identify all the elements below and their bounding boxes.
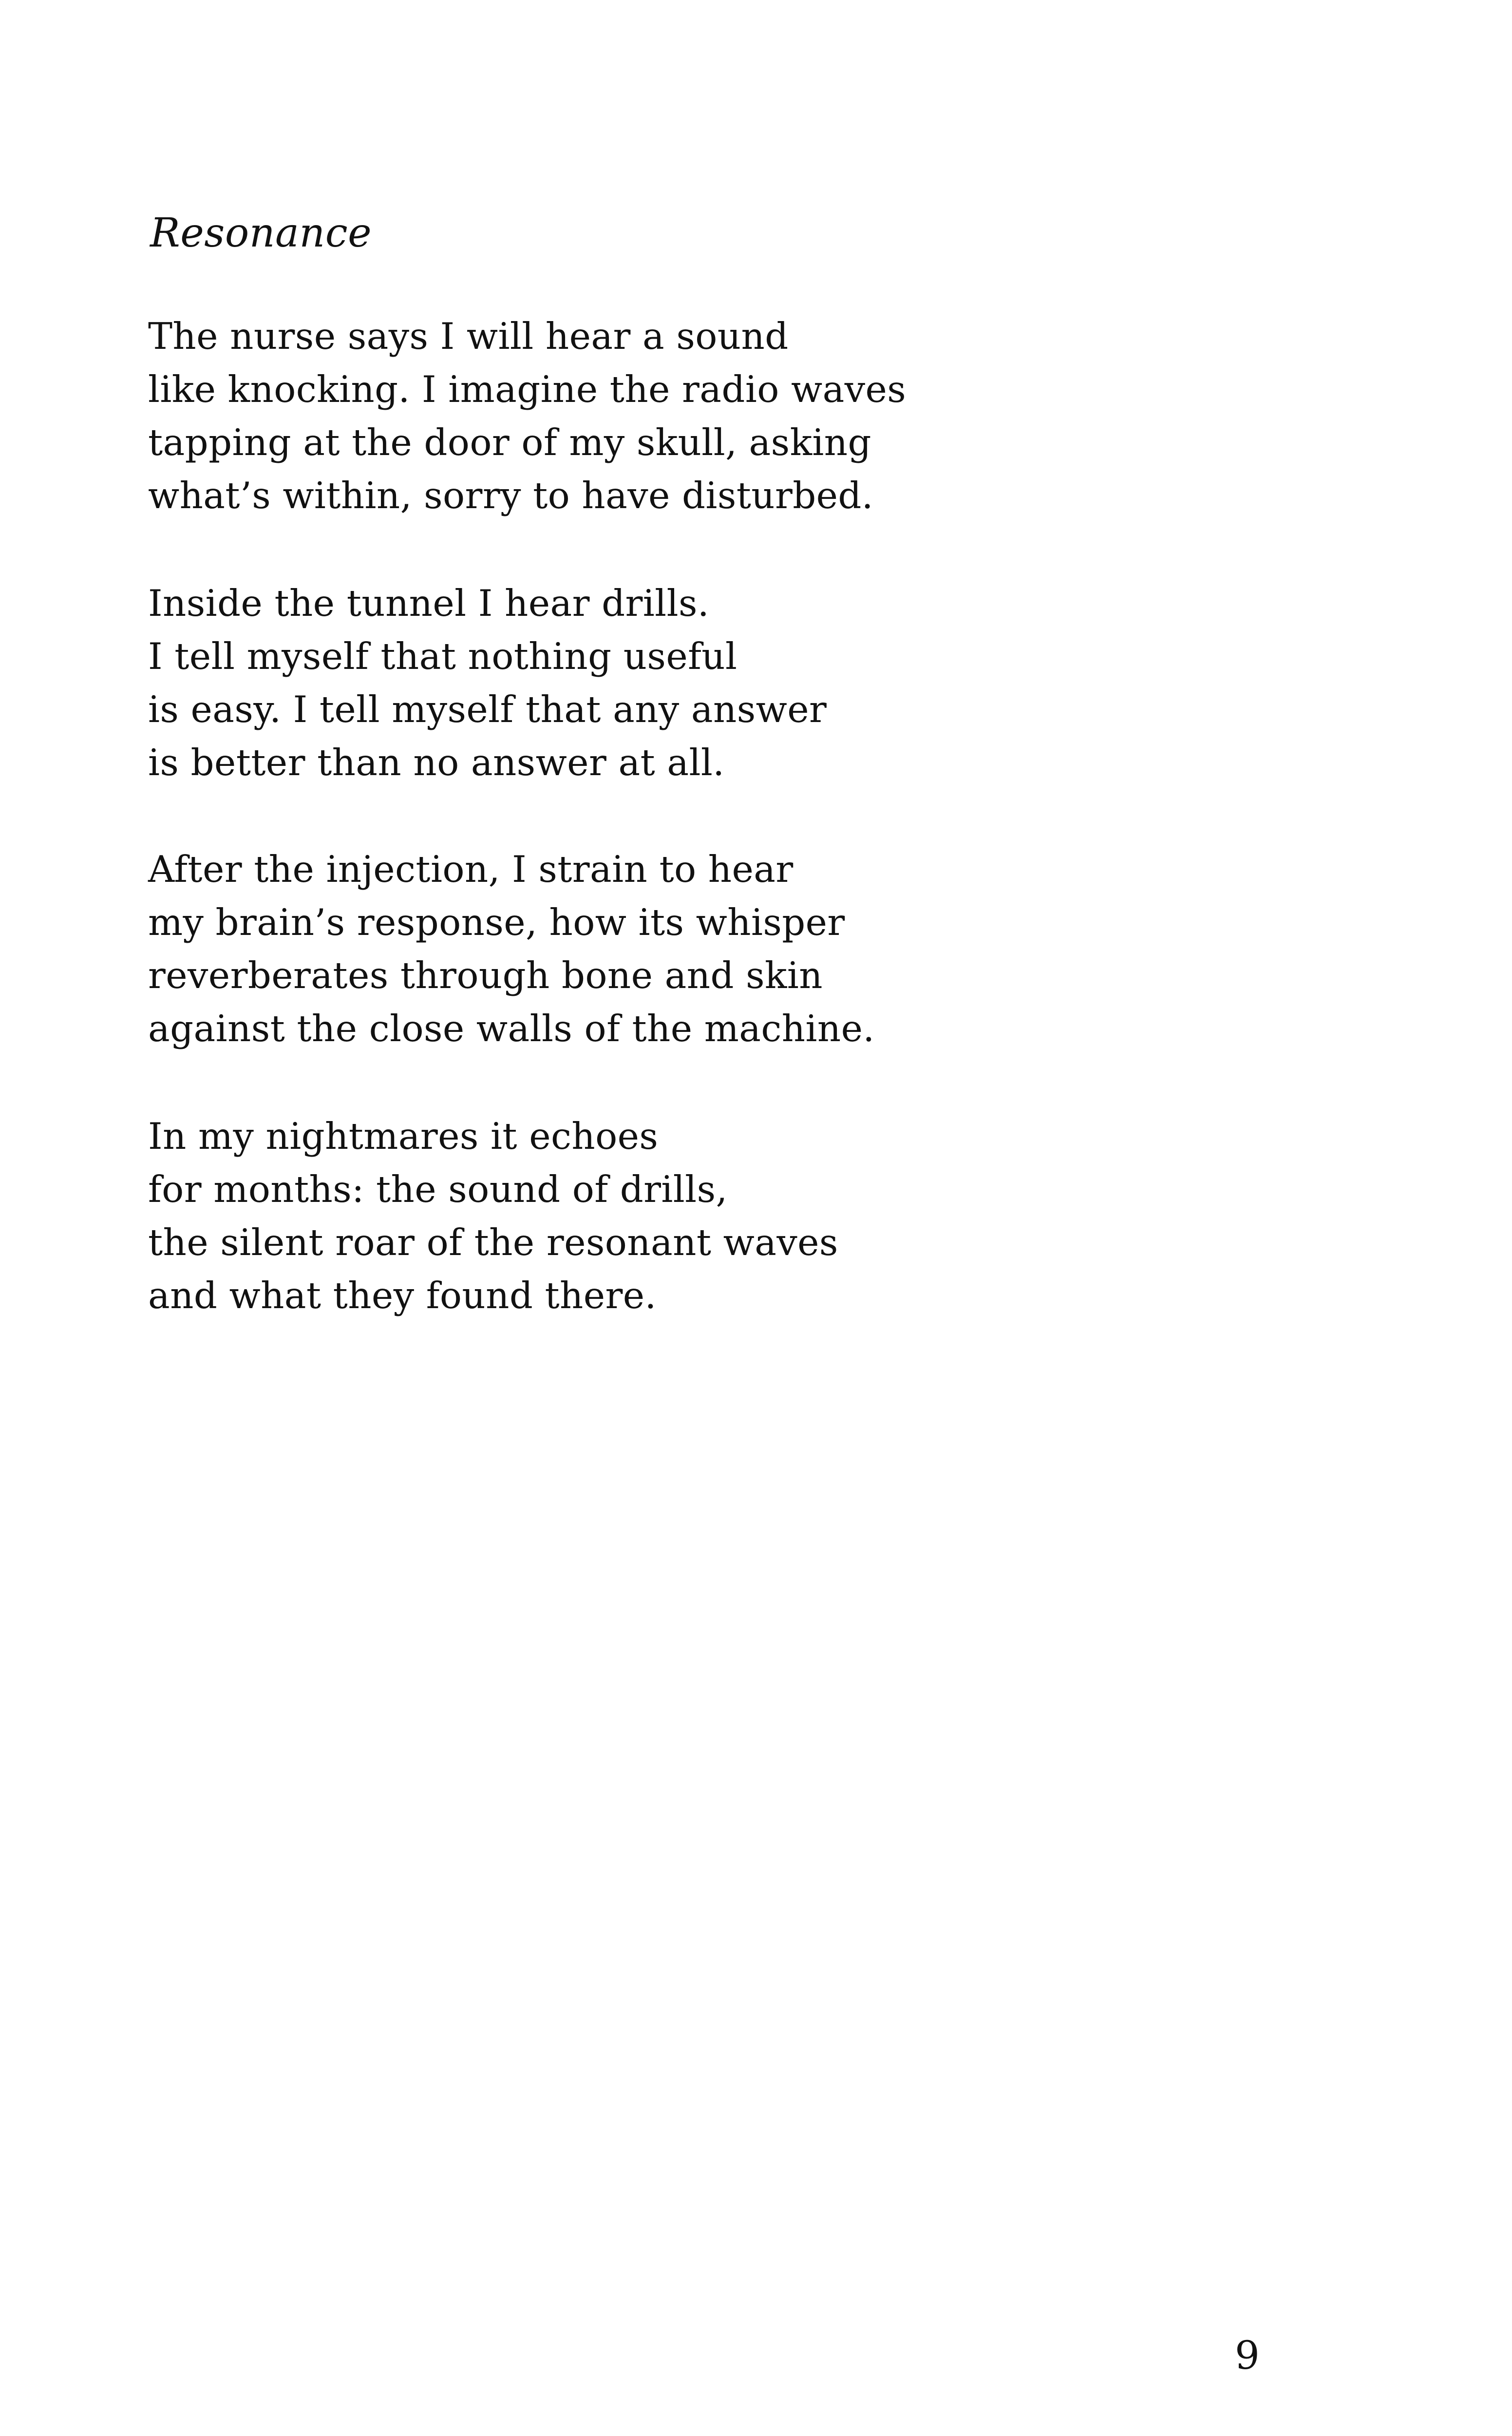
page-number: 9 <box>1235 2333 1260 2378</box>
stanza-3 <box>148 843 875 1055</box>
poem-title: Resonance <box>150 210 372 256</box>
poem-line: In my nightmares it echoes <box>148 1115 659 1158</box>
poem-line: and what they found there. <box>148 1274 657 1317</box>
poem-line: the silent roar of the resonant waves <box>148 1221 838 1264</box>
poem-line: like knocking. I imagine the radio waves <box>148 368 907 411</box>
poem-line: tapping at the door of my skull, asking <box>148 421 871 464</box>
stanza-4 <box>148 1110 838 1322</box>
poem-line: Inside the tunnel I hear drills. <box>148 582 710 625</box>
stanza-2 <box>148 577 827 789</box>
poem-line: I tell myself that nothing useful <box>148 635 737 678</box>
poem-line: The nurse says I will hear a sound <box>148 315 789 358</box>
poem-line: After the injection, I strain to hear <box>148 848 794 891</box>
poem-line: my brain’s response, how its whisper <box>148 901 845 944</box>
poem-line: reverberates through bone and skin <box>148 954 823 997</box>
stanza-1 <box>148 310 906 522</box>
poem-line: is better than no answer at all. <box>148 741 725 784</box>
poem-line: what’s within, sorry to have disturbed. <box>148 474 874 517</box>
poem-line: is easy. I tell myself that any answer <box>148 688 827 731</box>
poem-line: for months: the sound of drills, <box>148 1168 728 1211</box>
poem-line: against the close walls of the machine. <box>148 1007 875 1050</box>
